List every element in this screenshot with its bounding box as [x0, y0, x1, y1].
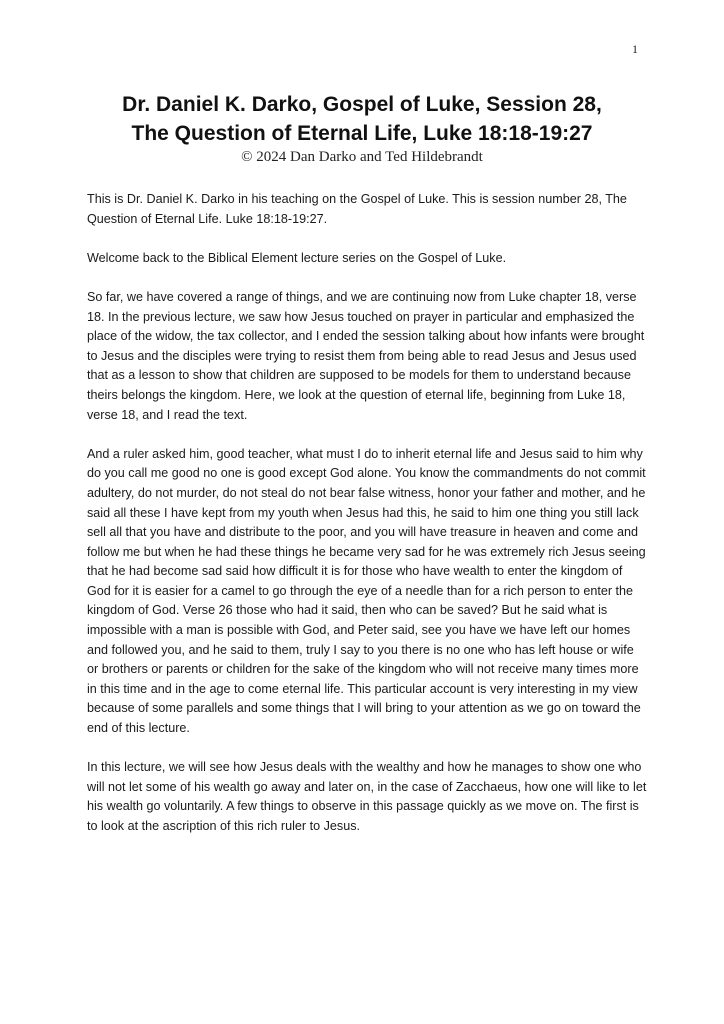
paragraph-scripture-reading: And a ruler asked him, good teacher, what must I do to inherit eternal life and Jesus said to him why do you call me good no one is good except God alone. You know the commandments do not commit adultery, do not murder, do not steal do not bear false witness, honor your father and mother, and he said all these I have kept from my youth when Jesus had this, he said to him one thing you still lack sell all that you have and distribute to the poor, and you will have treasure in heaven and come and follow me but when he had these things he became very sad for he was extremely rich Jesus seeing that he had become sad said how difficult it is for those who have wealth to enter the kingdom of God for it is easier for a camel to go through the eye of a needle than for a rich person to enter the kingdom of God. Verse 26 those who had it said, then who can be saved? But he said what is impossible with a man is possible with God, and Peter said, see you have we have left our homes and followed you, and he said to them, truly I say to you there is no one who has left house or wife or brothers or parents or children for the sake of the kingdom who will not receive many times more in this time and in the age to come eternal life. This particular account is very interesting in my view because of some parallels and some things that I will bring to your attention as we go on toward the end of this lecture. — [87, 446, 646, 736]
paragraph-intro: This is Dr. Daniel K. Darko in his teaching on the Gospel of Luke. This is session number 28, The Question of Eternal Life. Luke 18:18-19:27. — [87, 192, 627, 226]
document-title-line-2: The Question of Eternal Life, Luke 18:18-19:27 — [131, 122, 593, 145]
copyright-notice: © 2024 Dan Darko and Ted Hildebrandt — [241, 149, 483, 165]
page-number: 1 — [632, 42, 638, 56]
paragraph-welcome: Welcome back to the Biblical Element lecture series on the Gospel of Luke. — [87, 250, 507, 265]
document-title-line-1: Dr. Daniel K. Darko, Gospel of Luke, Session 28, — [122, 93, 602, 116]
paragraph-lecture-overview: In this lecture, we will see how Jesus deals with the wealthy and how he manages to show one who will not let some of his wealth go away and later on, in the case of Zacchaeus, how one will like to let his wealth go voluntarily. A few things to observe in this passage quickly as we move on. The first is to look at the ascription of this rich ruler to Jesus. — [87, 760, 647, 833]
document-body — [87, 190, 647, 856]
title-block — [60, 90, 664, 166]
paragraph-recap: So far, we have covered a range of things, and we are continuing now from Luke chapter 18, verse 18. In the previous lecture, we saw how Jesus touched on prayer in particular and emphasized the place of the widow, the tax collector, and I ended the session talking about how infants were brought to Jesus and the disciples were trying to resist them from being able to read Jesus and Jesus used that as a lesson to show that children are supposed to be models for them to understand because theirs belongs the kingdom. Here, we look at the question of eternal life, beginning from Luke 18, verse 18, and I read the text. — [87, 289, 645, 422]
